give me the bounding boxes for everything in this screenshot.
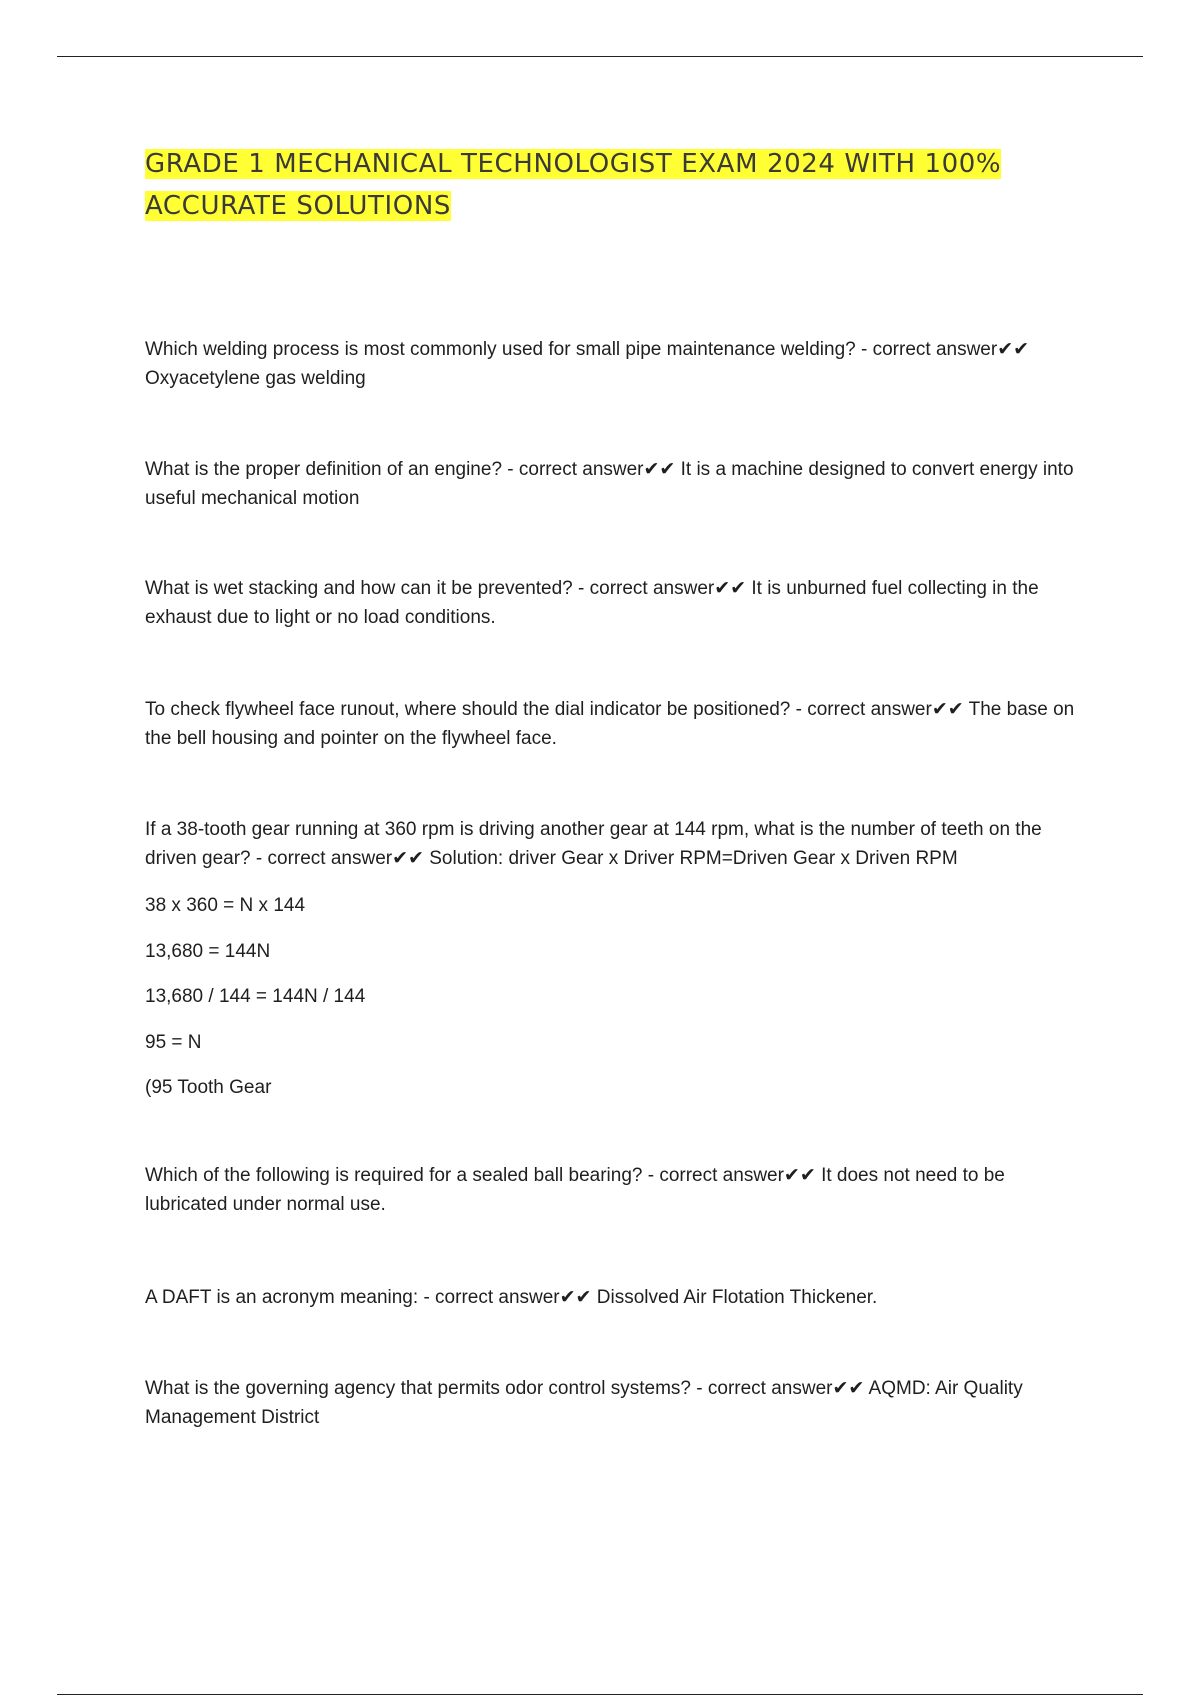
qa-item-engine-definition (145, 455, 1085, 513)
question-text: Which of the following is required for a sealed ball bearing? (145, 1165, 643, 1186)
question-text: Which welding process is most commonly used for small pipe maintenance welding? (145, 339, 856, 360)
question-text: A DAFT is an acronym meaning: (145, 1287, 419, 1308)
qa-item-daft-acronym (145, 1283, 1085, 1312)
answer-text: It does not need to be lubricated under normal use. (145, 1165, 1005, 1215)
question-text: To check flywheel face runout, where should the dial indicator be positioned? (145, 699, 791, 720)
answer-text: Oxyacetylene gas welding (145, 368, 366, 389)
answer-text: The base on the bell housing and pointer on the flywheel face. (145, 699, 1075, 749)
qa-item-sealed-ball-bearing (145, 1161, 1085, 1219)
title-line-1: GRADE 1 MECHANICAL TECHNOLOGIST EXAM 2024 WITH 100% (145, 149, 1002, 179)
calculation-line: 38 x 360 = N x 144 (145, 895, 306, 916)
qa-item-odor-control-agency (145, 1374, 1085, 1432)
answer-marker: - correct answer✔✔ (647, 1165, 816, 1186)
answer-marker: - correct answer✔✔ (578, 578, 747, 599)
answer-text: It is a machine designed to convert energy into useful mechanical motion (145, 459, 1074, 509)
calculation-line: 13,680 = 144N (145, 941, 271, 962)
qa-item-welding-process (145, 335, 1085, 393)
question-text: What is the proper definition of an engine? (145, 459, 503, 480)
answer-marker: - correct answer✔✔ (255, 848, 424, 869)
answer-marker: - correct answer✔✔ (861, 339, 1030, 360)
answer-marker: - correct answer✔✔ (423, 1287, 592, 1308)
answer-text: Solution: driver Gear x Driver RPM=Driven Gear x Driven RPM (429, 848, 958, 869)
calculation-line: 13,680 / 144 = 144N / 144 (145, 986, 366, 1007)
qa-item-gear-teeth (145, 815, 1085, 873)
question-text: What is wet stacking and how can it be prevented? (145, 578, 573, 599)
footer-rule (57, 1694, 1143, 1695)
answer-marker: - correct answer✔✔ (696, 1378, 865, 1399)
answer-marker: - correct answer✔✔ (795, 699, 964, 720)
calculation-line: (95 Tooth Gear (145, 1077, 272, 1098)
qa-item-flywheel-runout (145, 695, 1085, 753)
question-text: If a 38-tooth gear running at 360 rpm is driving another gear at 144 rpm, what is the number of teeth on the driven gear? (145, 819, 1042, 869)
answer-marker: - correct answer✔✔ (507, 459, 676, 480)
calculation-line: 95 = N (145, 1032, 202, 1053)
header-rule (57, 56, 1143, 57)
title-line-2: ACCURATE SOLUTIONS (145, 191, 451, 221)
answer-text: Dissolved Air Flotation Thickener. (596, 1287, 878, 1308)
answer-text: AQMD: Air Quality Management District (145, 1378, 1023, 1428)
question-text: What is the governing agency that permits odor control systems? (145, 1378, 691, 1399)
document-title (145, 143, 1085, 227)
qa-item-wet-stacking (145, 574, 1085, 632)
answer-text: It is unburned fuel collecting in the exhaust due to light or no load conditions. (145, 578, 1039, 628)
